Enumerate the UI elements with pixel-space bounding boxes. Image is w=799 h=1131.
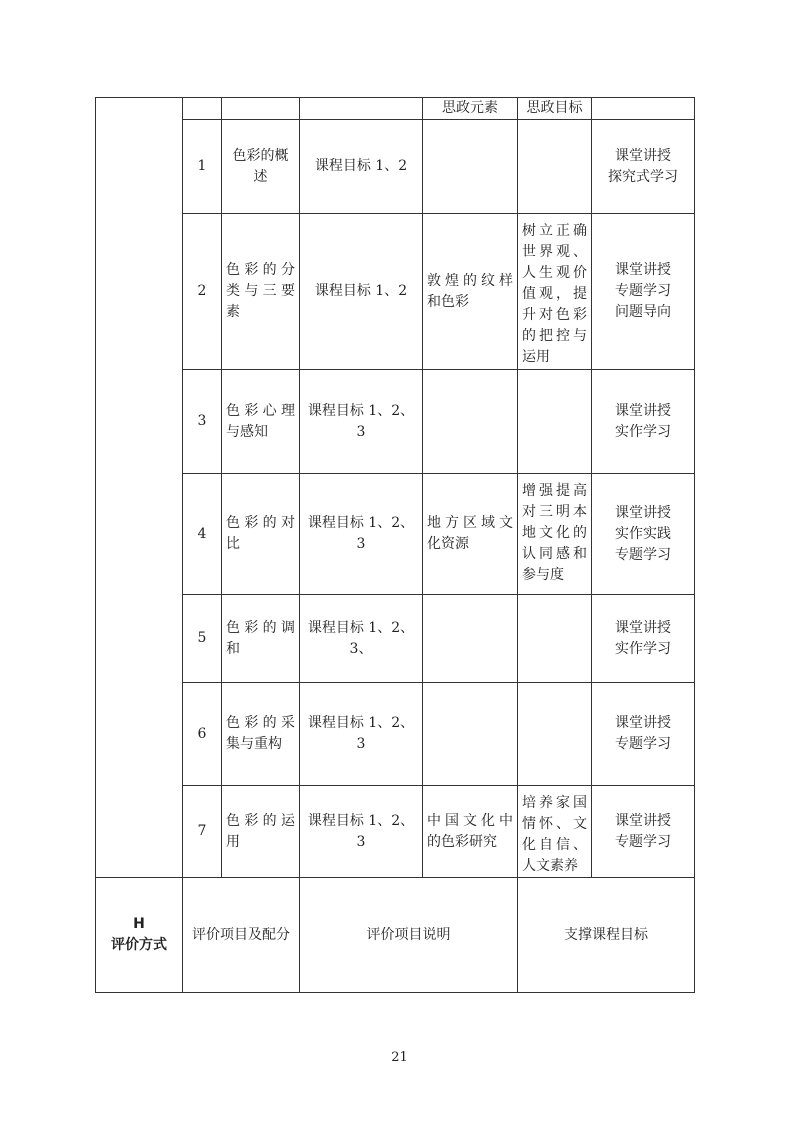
method-cell: 课堂讲授 专题学习 问题导向	[592, 214, 695, 370]
course-content-table	[95, 97, 695, 993]
topic-cell: 色彩的概述	[222, 120, 300, 214]
section-label-cell-empty	[96, 98, 183, 878]
row-number: 2	[183, 214, 222, 370]
row-number: 7	[183, 786, 222, 878]
ideology-cell	[518, 595, 592, 683]
header-cell	[183, 98, 222, 120]
topic-cell: 色彩心理 与感知	[222, 370, 300, 474]
row-number: 6	[183, 683, 222, 786]
table-row	[96, 214, 695, 370]
goal-cell: 课程目标 1、2、3、	[300, 595, 423, 683]
header-cell	[300, 98, 423, 120]
row-number: 3	[183, 370, 222, 474]
method-cell: 课堂讲授 专题学习	[592, 683, 695, 786]
method-cell: 课堂讲授 专题学习	[592, 786, 695, 878]
element-cell	[423, 595, 518, 683]
table-row	[96, 786, 695, 878]
section-title: 评价方式	[111, 937, 167, 953]
element-cell	[423, 370, 518, 474]
goal-cell: 课程目标 1、2、3	[300, 683, 423, 786]
method-cell: 课堂讲授 实作学习	[592, 370, 695, 474]
element-cell: 敦煌的纹样 和色彩	[423, 214, 518, 370]
table-row	[96, 474, 695, 595]
topic-cell: 色彩的分 类与三要 素	[222, 214, 300, 370]
evaluation-items-header: 评价项目及配分	[183, 878, 300, 993]
ideology-cell	[518, 370, 592, 474]
section-letter: H	[133, 916, 145, 932]
evaluation-goals-header: 支撑课程目标	[518, 878, 695, 993]
topic-cell: 色彩的运 用	[222, 786, 300, 878]
element-cell: 中国文化中 的色彩研究	[423, 786, 518, 878]
table-row	[96, 120, 695, 214]
row-number: 4	[183, 474, 222, 595]
ideology-cell	[518, 120, 592, 214]
table-row	[96, 370, 695, 474]
element-cell	[423, 120, 518, 214]
ideology-cell: 树立正确 世界观、 人生观价 值观，提 升对色彩 的把控与 运用	[518, 214, 592, 370]
topic-cell: 色彩的调 和	[222, 595, 300, 683]
topic-cell: 色彩的对 比	[222, 474, 300, 595]
goal-cell: 课程目标 1、2	[300, 120, 423, 214]
evaluation-description-header: 评价项目说明	[300, 878, 518, 993]
topic-cell: 色彩的采 集与重构	[222, 683, 300, 786]
ideology-cell: 培养家国 情怀、文 化自信、 人文素养	[518, 786, 592, 878]
ideology-cell	[518, 683, 592, 786]
header-goals: 思政目标	[518, 98, 592, 120]
row-number: 5	[183, 595, 222, 683]
element-cell	[423, 683, 518, 786]
page-number: 21	[391, 1050, 408, 1065]
table-header-row	[96, 98, 695, 120]
evaluation-section-label	[96, 878, 183, 993]
ideology-cell: 增强提高 对三明本 地文化的 认同感和 参与度	[518, 474, 592, 595]
header-elements: 思政元素	[423, 98, 518, 120]
goal-cell: 课程目标 1、2、3	[300, 370, 423, 474]
goal-cell: 课程目标 1、2、3	[300, 786, 423, 878]
method-cell: 课堂讲授 探究式学习	[592, 120, 695, 214]
method-cell: 课堂讲授 实作实践 专题学习	[592, 474, 695, 595]
row-number: 1	[183, 120, 222, 214]
table-row	[96, 595, 695, 683]
evaluation-row	[96, 878, 695, 993]
header-cell	[592, 98, 695, 120]
element-cell: 地方区域文 化资源	[423, 474, 518, 595]
method-cell: 课堂讲授 实作学习	[592, 595, 695, 683]
header-cell	[222, 98, 300, 120]
goal-cell: 课程目标 1、2、3	[300, 474, 423, 595]
goal-cell: 课程目标 1、2	[300, 214, 423, 370]
table-row	[96, 683, 695, 786]
